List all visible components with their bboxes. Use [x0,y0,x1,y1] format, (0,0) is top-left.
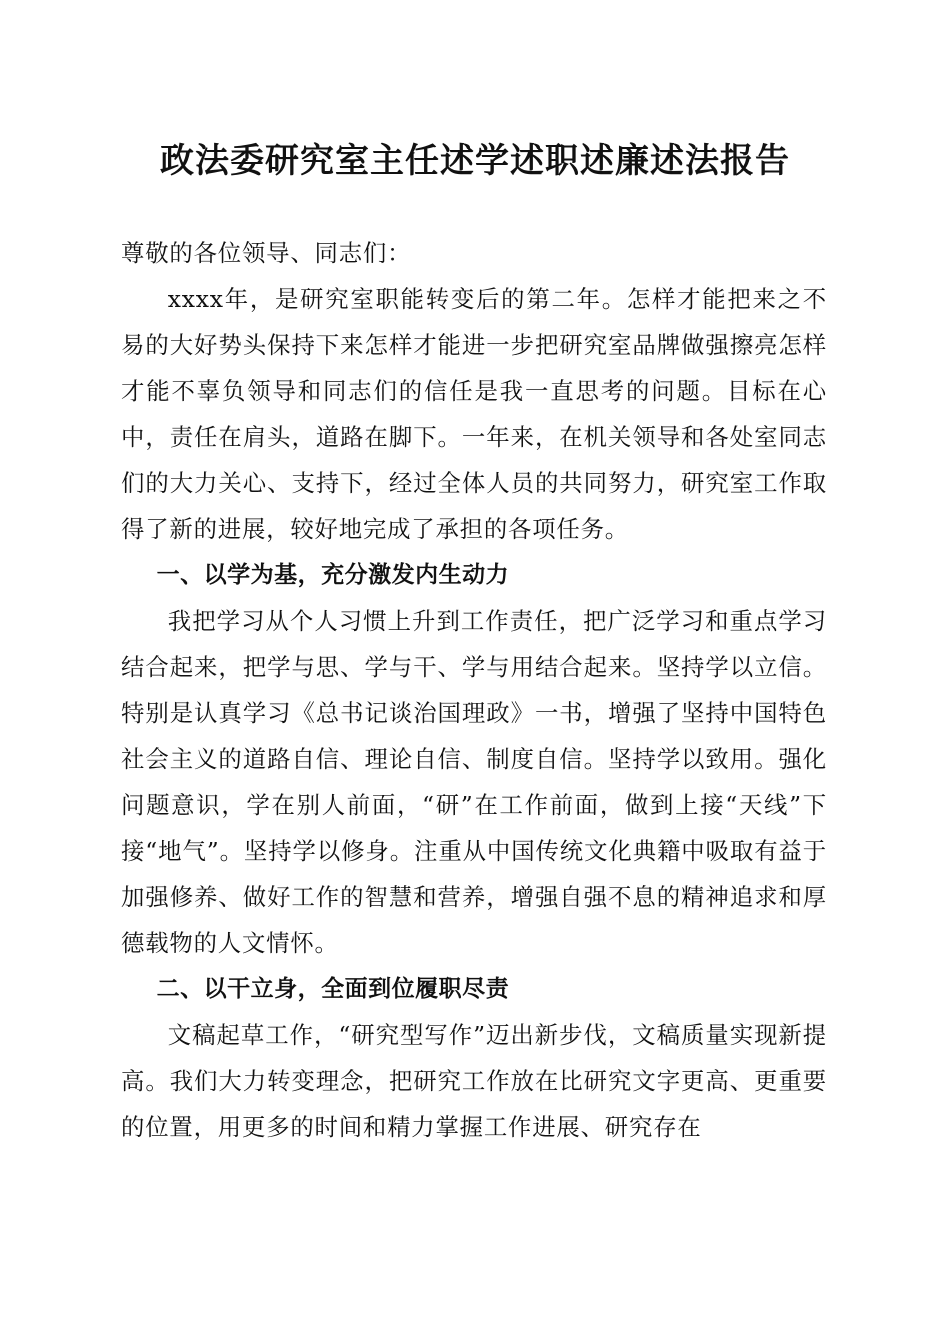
document-body [121,230,827,1150]
salutation: 尊敬的各位领导、同志们： [121,239,412,267]
document-title: 政法委研究室主任述学述职述廉述法报告 [160,141,790,181]
section-1-paragraph: 我把学习从个人习惯上升到工作责任，把广泛学习和重点学习结合起来，把学与思、学与干、学与用结合起来。坚持学以立信。特别是认真学习《总书记谈治国理政》一书，增强了坚持中国特色社会主义的道路自信、理论自信、制度自信。坚持学以致用。强化问题意识，学在别人前面，“研”在工作前面，做到上接“天线”下接“地气”。坚持学以修身。注重从中国传统文化典籍中吸取有益于加强修养、做好工作的智慧和营养，增强自强不息的精神追求和厚德载物的人文情怀。 [121,607,827,957]
intro-paragraph: xxxx年，是研究室职能转变后的第二年。怎样才能把来之不易的大好势头保持下来怎样才能进一步把研究室品牌做强擦亮怎样才能不辜负领导和同志们的信任是我一直思考的问题。目标在心中，责任在肩头，道路在脚下。一年来，在机关领导和各处室同志们的大力关心、支持下，经过全体人员的共同努力，研究室工作取得了新的进展，较好地完成了承担的各项任务。 [121,285,827,543]
section-2-heading: 二、以干立身，全面到位履职尽责 [156,976,510,1002]
section-2-paragraph: 文稿起草工作，“研究型写作”迈出新步伐，文稿质量实现新提高。我们大力转变理念，把研究工作放在比研究文字更高、更重要的位置，用更多的时间和精力掌握工作进展、研究存在 [121,1021,827,1141]
section-1-heading: 一、以学为基，充分激发内生动力 [156,562,510,588]
